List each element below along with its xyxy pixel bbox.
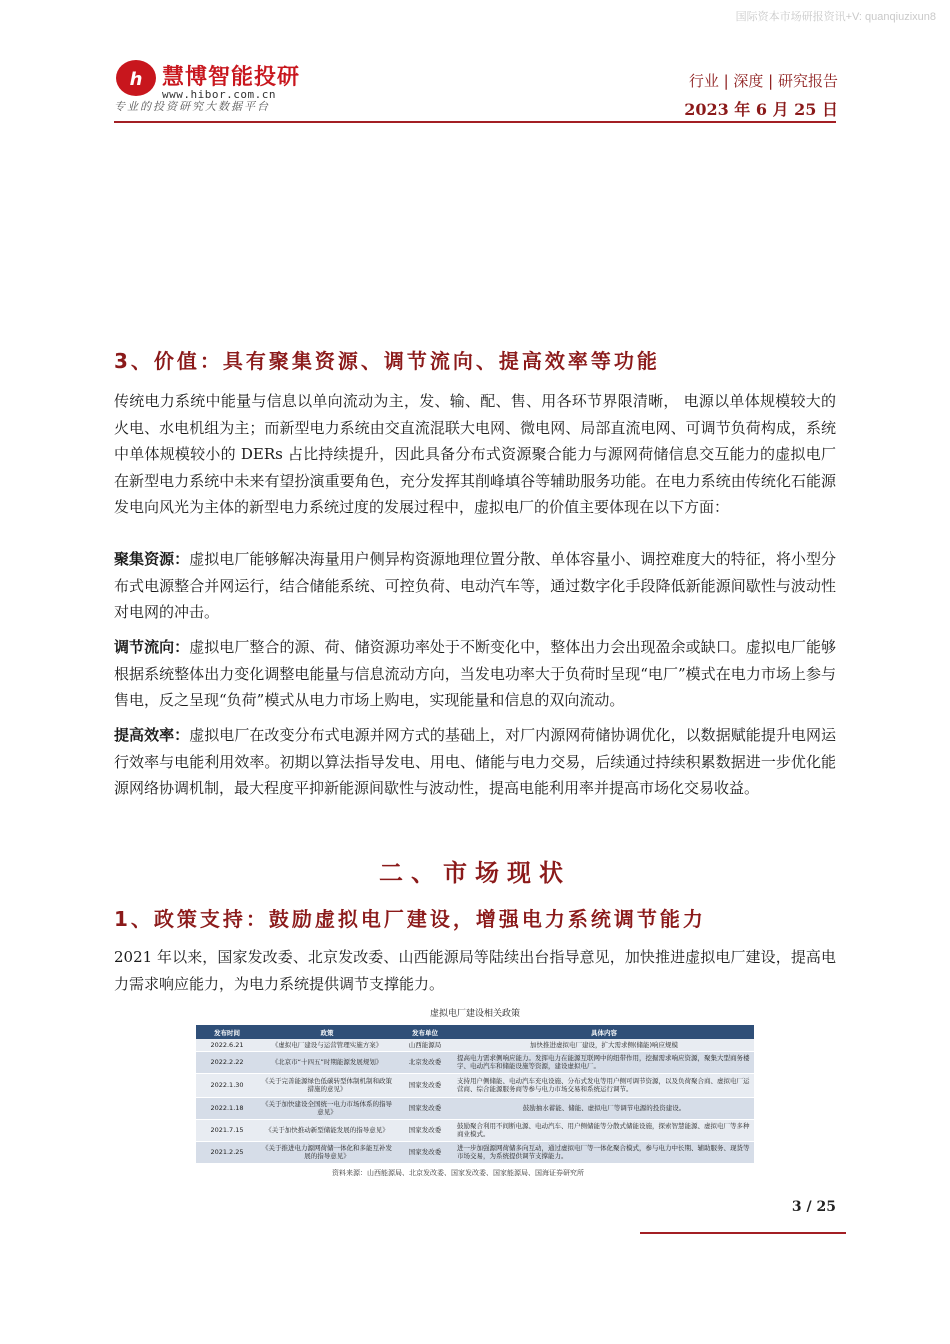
cell-content: 鼓励抽水蓄能、储能、虚拟电厂等调节电源的投资建设。 bbox=[454, 1097, 754, 1119]
cell-policy: 《关于推进电力源网荷储一体化和多能互补发展的指导意见》 bbox=[258, 1141, 396, 1163]
table-source: 资料来源：山西能源局、北京发改委、国家发改委、国家能源局、国海证券研究所 bbox=[332, 1168, 584, 1177]
chapter-title-market: 二、市场现状 bbox=[379, 859, 571, 887]
header-divider bbox=[114, 121, 836, 123]
policy-intro-paragraph: 2021 年以来，国家发改委、北京发改委、山西能源局等陆续出台指导意见，加快推进虚拟电厂建设，提高电力需求响应能力，为电力系统提供调节支撑能力。 bbox=[114, 948, 836, 993]
section-intro-paragraph: 传统电力系统中能量与信息以单向流动为主，发、输、配、售、用各环节界限清晰， 电源以单体规模较大的火电、水电机组为主；而新型电力系统由交直流混联大电网、微电网、局部直流电网、可调节负荷构成，系统中单体规模较小的 DERs 占比持续提升，因此具备分布式资源聚合能力与源网荷储信息交互能力的虚拟电厂在新型电力系统中未来有望扮演重要角色，充分发挥其削峰填谷等辅助服务功能。在电力系统由传统化石能源发电向风光为主体的新型电力系统过度的发展过程中，虚拟电厂的价值主要体现在以下方面： bbox=[114, 392, 836, 516]
section-title-value: 3、价值：具有聚集资源、调节流向、提高效率等功能 bbox=[114, 349, 660, 373]
header-policy: 政策 bbox=[258, 1025, 396, 1039]
cell-date: 2021.2.25 bbox=[196, 1141, 258, 1163]
cell-content: 支持用户侧储能、电动汽车充电设施、分布式发电等用户侧可调节资源，以及负荷聚合商、虚拟电厂运营商、综合能源服务商等参与电力市场交易和系统运行调节。 bbox=[454, 1073, 754, 1097]
cell-date: 2022.1.30 bbox=[196, 1073, 258, 1097]
cell-policy: 《关于加快推动新型储能发展的指导意见》 bbox=[258, 1119, 396, 1141]
value-item-text: 虚拟电厂能够解决海量用户侧异构资源地理位置分散、单体容量小、调控难度大的特征，将小型分布式电源整合并网运行，结合储能系统、可控负荷、电动汽车等，通过数字化手段降低新能源间歇性与波动性对电网的冲击。 bbox=[114, 550, 836, 621]
value-item-label: 聚集资源： bbox=[114, 550, 190, 568]
cell-content: 提高电力需求侧响应能力。发挥电力在能源互联网中的纽带作用，挖掘需求响应资源，聚集大型商务楼宇、电动汽车和储能设施等资源，建设虚拟电厂。 bbox=[454, 1051, 754, 1073]
header-date: 发布时间 bbox=[196, 1025, 258, 1039]
value-item-efficiency bbox=[114, 722, 836, 802]
footer-divider bbox=[640, 1232, 846, 1234]
cell-policy: 《北京市“十四五”时期能源发展规划》 bbox=[258, 1051, 396, 1073]
policy-table bbox=[196, 1025, 754, 1164]
hibor-logo-icon bbox=[114, 58, 158, 98]
value-item-label: 调节流向： bbox=[114, 638, 190, 656]
value-item-gather bbox=[114, 546, 836, 626]
report-type: 行业 | 深度 | 研究报告 bbox=[688, 72, 838, 90]
cell-date: 2022.6.21 bbox=[196, 1039, 258, 1051]
cell-date: 2022.2.22 bbox=[196, 1051, 258, 1073]
table-row bbox=[196, 1051, 754, 1073]
report-header bbox=[684, 70, 838, 120]
cell-date: 2021.7.15 bbox=[196, 1119, 258, 1141]
value-item-text: 虚拟电厂整合的源、荷、储资源功率处于不断变化中，整体出力会出现盈余或缺口。虚拟电厂能够根据系统整体出力变化调整电能量与信息流动方向，当发电功率大于负荷时呈现“电厂”模式在电力市场上参与售电，反之呈现“负荷”模式从电力市场上购电，实现能量和信息的双向流动。 bbox=[114, 638, 836, 709]
cell-issuer: 北京发改委 bbox=[396, 1051, 454, 1073]
page-number: 3 / 25 bbox=[791, 1199, 836, 1215]
cell-issuer: 国家发改委 bbox=[396, 1141, 454, 1163]
table-row bbox=[196, 1039, 754, 1051]
table-row bbox=[196, 1073, 754, 1097]
watermark: 国际资本市场研报资讯+V: quanqiuzixun8 bbox=[735, 11, 936, 23]
cell-policy: 《虚拟电厂建设与运营管理实施方案》 bbox=[258, 1039, 396, 1051]
cell-content: 鼓励聚合利用不间断电源、电动汽车、用户侧储能等分散式储能设施，探索智慧能源、虚拟电厂等多种商业模式。 bbox=[454, 1119, 754, 1141]
cell-policy: 《关于完善能源绿色低碳转型体制机制和政策措施的意见》 bbox=[258, 1073, 396, 1097]
table-title: 虚拟电厂建设相关政策 bbox=[429, 1009, 520, 1019]
logo-name: 慧博智能投研 bbox=[162, 65, 301, 90]
table-header-row bbox=[196, 1025, 754, 1039]
cell-content: 加快推进虚拟电厂建设，扩大需求侧(储能)响应规模 bbox=[454, 1039, 754, 1051]
cell-policy: 《关于加快建设全国统一电力市场体系的指导意见》 bbox=[258, 1097, 396, 1119]
logo-url: www.hibor.com.cn bbox=[162, 88, 276, 101]
value-item-text: 虚拟电厂在改变分布式电源并网方式的基础上，对厂内源网荷储协调优化，以数据赋能提升电网运行效率与电能利用效率。初期以算法指导发电、用电、储能与电力交易，后续通过持续积累数据进一步优化能源网络协调机制，最大程度平抑新能源间歇性与波动性，提高电能利用率并提高市场化交易收益。 bbox=[114, 726, 836, 797]
header-issuer: 发布单位 bbox=[396, 1025, 454, 1039]
report-date: 2023 年 6 月 25 日 bbox=[684, 100, 838, 119]
logo-slogan: 专业的投资研究大数据平台 bbox=[114, 100, 270, 113]
table-row bbox=[196, 1141, 754, 1163]
svg-text:h: h bbox=[129, 69, 143, 90]
cell-issuer: 山西能源局 bbox=[396, 1039, 454, 1051]
value-item-label: 提高效率： bbox=[114, 726, 190, 744]
policy-table-figure bbox=[196, 1006, 754, 1178]
header-content: 具体内容 bbox=[454, 1025, 754, 1039]
table-row bbox=[196, 1119, 754, 1141]
cell-issuer: 国家发改委 bbox=[396, 1097, 454, 1119]
hibor-logo[interactable] bbox=[114, 58, 374, 118]
cell-issuer: 国家发改委 bbox=[396, 1119, 454, 1141]
table-row bbox=[196, 1097, 754, 1119]
cell-content: 进一步加强源网荷储多向互动，通过虚拟电厂等一体化聚合模式，参与电力中长期、辅助服务、现货等市场交易，为系统提供调节支撑能力。 bbox=[454, 1141, 754, 1163]
cell-issuer: 国家发改委 bbox=[396, 1073, 454, 1097]
value-item-regulate bbox=[114, 634, 836, 714]
cell-date: 2022.1.18 bbox=[196, 1097, 258, 1119]
section-title-policy: 1、政策支持：鼓励虚拟电厂建设，增强电力系统调节能力 bbox=[114, 907, 706, 931]
